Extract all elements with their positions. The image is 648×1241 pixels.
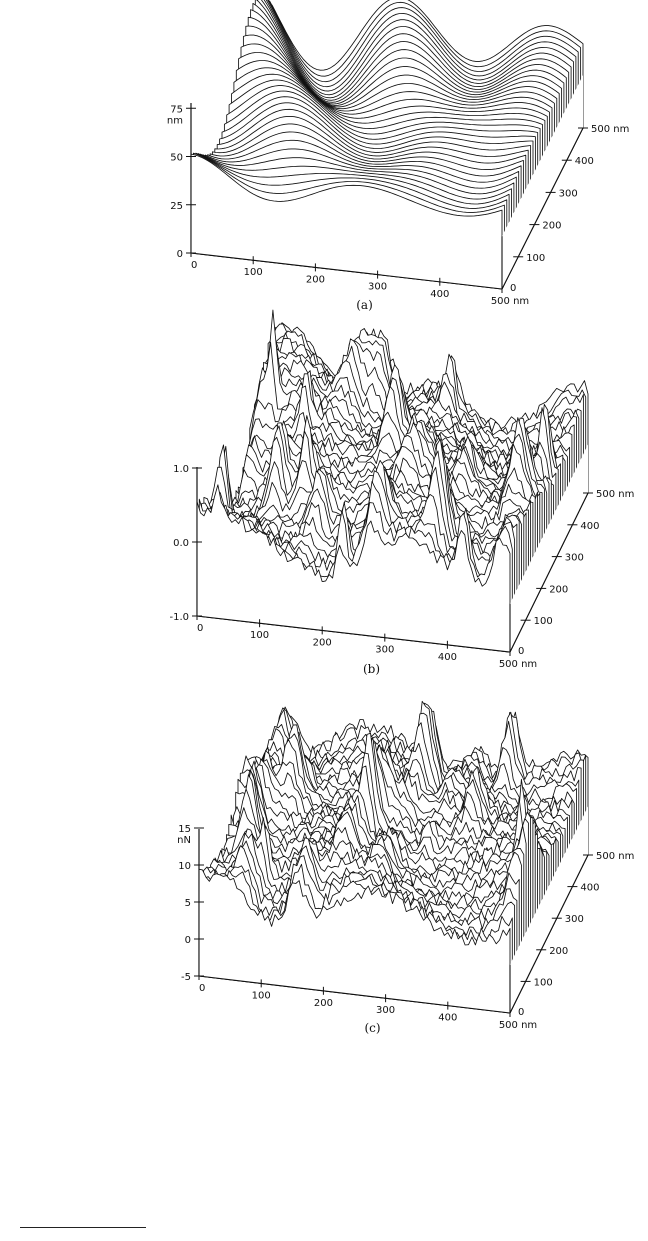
y-tick-label: 0 [518,1007,525,1018]
x-tick-label: 200 [305,274,325,286]
x-tick-label: 0 [197,623,204,634]
x-tick-label: 500 nm [490,296,530,307]
z-tick-label: 10 [178,861,191,872]
x-tick-label: 0 [191,260,198,271]
x-tick-label: 300 [376,1005,396,1017]
panel-caption: (b) [362,662,381,676]
x-tick-label: 400 [430,288,450,300]
z-tick-label: -5 [181,972,191,983]
z-tick-label: 25 [170,200,183,212]
y-tick-label: 200 [549,945,569,957]
y-tick-label: 300 [564,552,584,564]
y-tick-label: 400 [574,156,594,168]
y-tick-label: 0 [510,283,517,294]
surface-plot-a [167,0,629,312]
z-tick-label: 0 [184,935,191,946]
z-unit-label: nm [166,115,183,127]
x-tick-label: 100 [251,990,271,1002]
y-tick-label: 500 nm [596,851,635,862]
z-tick-label: 50 [170,152,183,164]
panel-caption: (c) [364,1021,381,1035]
x-tick-label: 200 [313,997,333,1009]
footnote-rule [20,1227,146,1228]
y-tick-label: 300 [558,188,578,200]
z-tick-label: 0.0 [173,538,189,549]
y-tick-label: 0 [518,646,525,657]
x-tick-label: 400 [438,1012,458,1024]
z-tick-label: 15 [178,824,191,835]
z-tick-label: 1.0 [173,464,189,475]
y-tick-label: 500 nm [596,489,635,500]
y-tick-label: 500 nm [591,124,630,135]
x-tick-label: 100 [243,267,263,279]
x-tick-label: 0 [199,983,206,994]
y-tick-label: 400 [580,882,600,894]
x-tick-label: 300 [368,281,388,293]
z-tick-label: 5 [184,898,191,909]
y-tick-label: 100 [533,977,553,989]
y-tick-label: 400 [580,520,600,532]
y-tick-label: 300 [564,914,584,926]
z-tick-label: -1.0 [169,612,189,623]
surface-plot-b [169,310,634,676]
x-tick-label: 100 [250,630,270,642]
x-tick-label: 500 nm [498,1020,538,1031]
surface-plot-c [177,701,634,1035]
x-tick-label: 500 nm [498,659,538,670]
y-tick-label: 200 [542,220,562,232]
y-tick-label: 100 [526,252,546,264]
y-tick-label: 100 [533,616,553,628]
z-tick-label: 75 [170,104,183,116]
x-tick-label: 300 [375,644,395,656]
y-tick-label: 200 [549,584,569,596]
x-tick-label: 200 [312,637,332,649]
x-tick-label: 400 [437,651,457,663]
z-tick-label: 0 [176,249,183,260]
z-unit-label: nN [177,835,191,846]
panel-caption: (a) [356,298,373,312]
